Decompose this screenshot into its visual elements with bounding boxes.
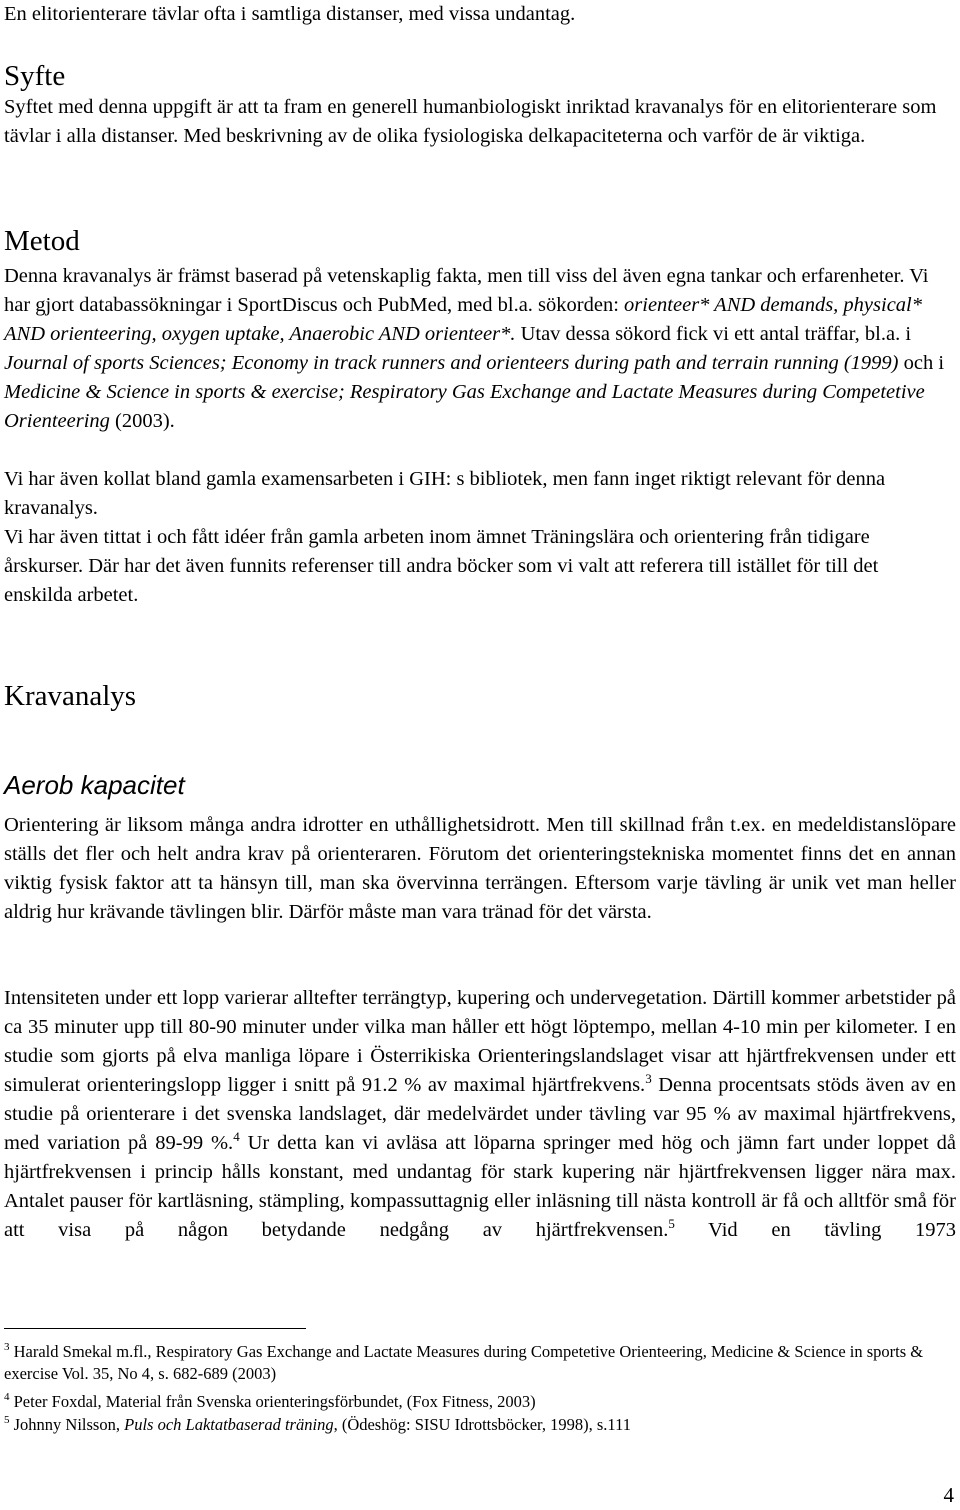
syfte-heading: Syfte	[4, 60, 66, 92]
metod-paragraph-3: Vi har även tittat i och fått idéer från gamla arbeten inom ämnet Träningslära och orientering från tidigare årskurser. Där har det även funnits referenser till andra böcker som vi valt att referera till istället för till det enskilda arbetet.	[4, 526, 879, 606]
footnote-3-text: Harald Smekal m.fl., Respiratory Gas Exchange and Lactate Measures during Competetive Orienteering, Medicine & Science in sports & exercise Vol. 35, No 4, s. 682-689 (2003)	[4, 1342, 924, 1383]
metod-p1-journal-1: Journal of sports Sciences; Economy in track runners and orienteers during path and terrain running (1999)	[4, 352, 899, 374]
kravanalys-p2-text-c: Ur detta kan vi avläsa att löparna springer med hög och jämn fart under loppet då hjärtfrekvensen i princip hålls konstant, med undantag för stark kupering när hjärtfrekvensen ligger nära max. Antalet pauser för kartläsning, stämpling, kompassuttagnig eller inläsning till nästa kontroll är få och alltför små för att visa på någon betydande nedgång av hjärtfrekvensen.	[4, 1132, 956, 1241]
kravanalys-paragraph-1: Orientering är liksom många andra idrotter en uthållighetsidrott. Men till skillnad från t.ex. en medeldistanslöpare ställs det fler och helt andra krav på orienteraren. Förutom det orienteringstekniska momentet finns det en annan viktig fysisk faktor att ta hänsyn till, man ska övervinna terrängen. Eftersom varje tävling är unik vet man heller aldrig hur krävande tävlingen blir. Därför måste man vara tränad för det värsta.	[4, 814, 956, 923]
footnote-ref-4[interactable]: 4	[233, 1129, 240, 1144]
syfte-text: Syftet med denna uppgift är att ta fram en generell humanbiologiskt inriktad kravanalys för en elitorienterare som tävlar i alla distanser. Med beskrivning av de olika fysiologiska delkapaciteterna och varför de är viktiga.	[4, 96, 937, 147]
footnote-ref-5[interactable]: 5	[668, 1216, 675, 1231]
kravanalys-p2-text-a: Intensiteten under ett lopp varierar alltefter terrängtyp, kupering och undervegetation. Därtill kommer arbetstider på ca 35 minuter upp till 80-90 minuter under vilka man håller ett högt löptempo, mellan 4-10 min per kilometer. I en studie som gjorts på elva manliga löpare i Österrikiska Orienteringslandslaget visar att hjärtfrekvensen under ett simulerat orienteringslopp ligger i snitt på 91.2 % av maximal hjärtfrekvens.	[4, 987, 956, 1096]
aerob-kapacitet-heading: Aerob kapacitet	[4, 770, 185, 800]
metod-paragraph-1	[4, 262, 949, 436]
metod-p1-text-b: Utav dessa sökord fick vi ett antal träffar, bl.a. i	[515, 323, 912, 345]
footnote-3	[4, 1341, 924, 1385]
metod-p1-keywords: orienteer* AND demands, physical* AND orienteering, oxygen uptake, Anaerobic AND orienteer*.	[4, 294, 923, 345]
intro-line: En elitorienterare tävlar ofta i samtliga distanser, med vissa undantag.	[4, 3, 576, 25]
metod-p1-text-a: Denna kravanalys är främst baserad på vetenskaplig fakta, men till viss del även egna tankar och erfarenheter. Vi har gjort databassökningar i SportDiscus och PubMed, med bl.a. sökorden:	[4, 265, 929, 316]
metod-paragraph-2: Vi har även kollat bland gamla examensarbeten i GIH: s bibliotek, men fann inget riktigt relevant för denna kravanalys.	[4, 468, 886, 519]
metod-p1-text-d: (2003).	[109, 410, 175, 432]
footnote-5-number: 5	[4, 1414, 10, 1426]
footnote-4-number: 4	[4, 1391, 10, 1403]
page-number: 4	[943, 1483, 954, 1507]
footnote-5-text-a: Johnny Nilsson,	[13, 1415, 125, 1434]
footnote-5-text-b: , (Ödeshög: SISU Idrottsböcker, 1998), s.111	[333, 1415, 631, 1434]
kravanalys-p2-text-d: Vid en tävling 1973	[674, 1219, 956, 1241]
metod-p1-text-c: och i	[898, 352, 945, 374]
footnote-4-text: Peter Foxdal, Material från Svenska orienteringsförbundet, (Fox Fitness, 2003)	[13, 1392, 536, 1411]
footnote-5-title: Puls och Laktatbaserad träning	[124, 1415, 334, 1434]
footnote-4	[4, 1391, 924, 1413]
footnote-3-number: 3	[4, 1341, 10, 1353]
kravanalys-p2-text-b: Denna procentsats stöds även av en studie på orienterare i det svenska landslaget, där medelvärdet under tävling var 95 % av maximal hjärtfrekvens, med variation på 89-99 %.	[4, 1074, 956, 1154]
metod-heading: Metod	[4, 225, 80, 257]
footnote-ref-3[interactable]: 3	[645, 1071, 652, 1086]
footnote-5	[4, 1414, 924, 1436]
footnote-separator	[4, 1328, 306, 1329]
metod-p1-journal-2: Medicine & Science in sports & exercise; Respiratory Gas Exchange and Lactate Measures during Competetive Orienteering	[4, 381, 925, 432]
kravanalys-heading: Kravanalys	[4, 680, 137, 712]
kravanalys-paragraph-2	[4, 984, 956, 1245]
